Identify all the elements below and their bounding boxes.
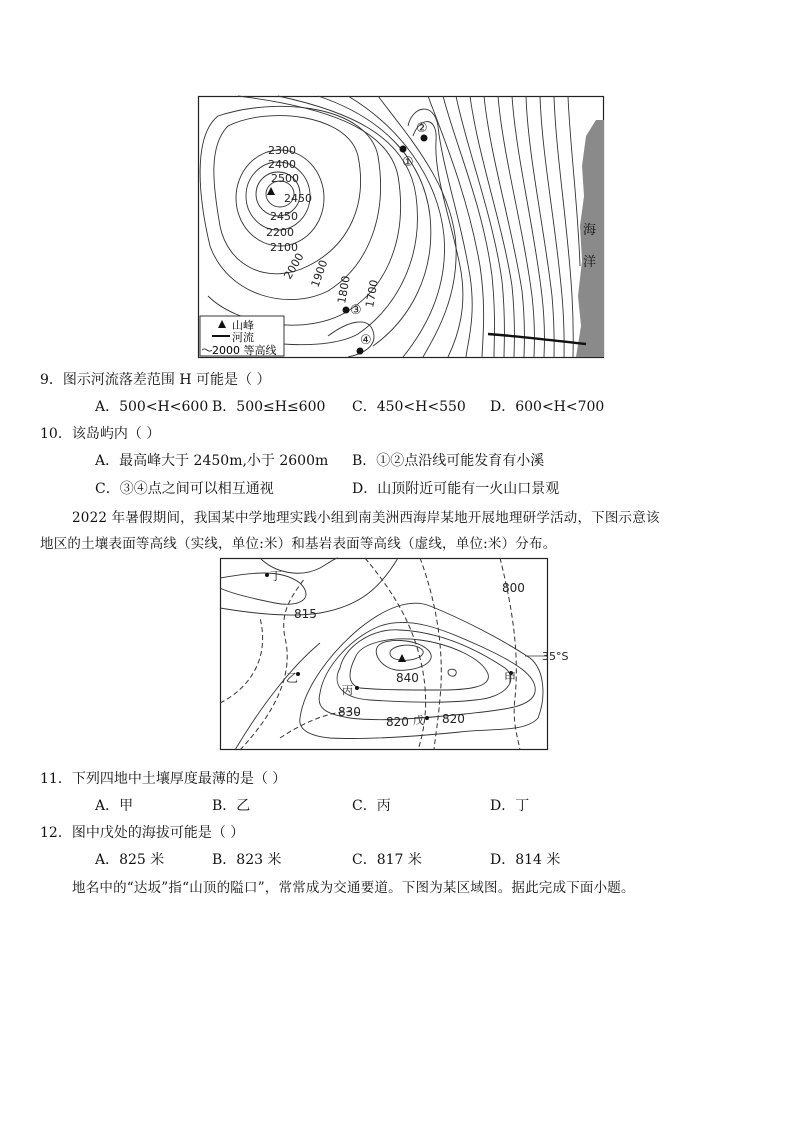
question-10-option-b[interactable]: B．①②点沿线可能发育有小溪 [352, 453, 545, 469]
ocean-label-2: 洋 [583, 255, 597, 270]
ocean-label-1: 海 [583, 223, 597, 238]
question-10-option-a[interactable]: A．最高峰大于 2450m,小于 2600m [95, 453, 329, 469]
contour-label-1700: 1700 [363, 278, 381, 309]
soil-bedrock-contour-map [220, 558, 569, 750]
label-815: 815 [294, 607, 317, 621]
label-820-left: 820 [386, 715, 409, 729]
intro-paragraph-line-2: 地区的土壤表面等高线（实线，单位:米）和基岩表面等高线（虚线，单位:米）分布。 [40, 536, 557, 552]
contour-label-2450: 2450 [284, 192, 312, 205]
question-9-option-b[interactable]: B．500≤H≤600 [212, 399, 326, 415]
question-11-option-a[interactable]: A．甲 [95, 798, 134, 814]
contour-label-2500: 2500 [271, 172, 299, 185]
contour-label-2000: 2000 [281, 250, 307, 282]
question-12-option-b[interactable]: B．823 米 [212, 852, 282, 868]
point-bing-dot [355, 686, 359, 690]
question-12-option-c[interactable]: C．817 米 [352, 852, 422, 868]
question-9-option-d[interactable]: D．600<H<700 [490, 399, 605, 415]
point-wu-dot [425, 716, 429, 720]
island-contour-map [198, 96, 604, 358]
point-4-label: ④ [360, 333, 372, 348]
question-12-option-d[interactable]: D．814 米 [490, 852, 561, 868]
point-1-dot [400, 146, 407, 153]
question-10-option-d[interactable]: D．山顶附近可能有一火山口景观 [352, 481, 560, 497]
label-yi: 乙 [286, 671, 299, 685]
point-3-label: ③ [350, 303, 362, 318]
point-2-label: ② [416, 121, 428, 136]
point-ding-dot [265, 573, 269, 577]
contour-label-1800: 1800 [335, 274, 353, 305]
question-9-option-a[interactable]: A．500<H<600 [95, 399, 209, 415]
legend-peak-label: 山峰 [232, 319, 254, 332]
label-800: 800 [502, 581, 525, 595]
legend-contour-label: 2000 等高线 [212, 344, 277, 357]
question-11-option-c[interactable]: C．丙 [352, 798, 391, 814]
question-11-stem: 11．下列四地中土壤厚度最薄的是（ ） [40, 771, 287, 787]
contour-label-2400: 2400 [268, 158, 296, 171]
question-9-option-c[interactable]: C．450<H<550 [352, 399, 466, 415]
label-wu: 戊 [413, 714, 424, 727]
contour-label-2300: 2300 [268, 144, 296, 157]
question-11-option-b[interactable]: B．乙 [212, 798, 251, 814]
label-830: 830 [338, 705, 361, 719]
question-12-option-a[interactable]: A．825 米 [95, 852, 165, 868]
contour-label-1900: 1900 [308, 258, 331, 290]
label-820-right: 820 [442, 712, 465, 726]
intro-paragraph-line-1: 2022 年暑假期间，我国某中学地理实践小组到南美洲西海岸某地开展地理研学活动，下图示意该 [72, 510, 660, 526]
point-4-dot [357, 348, 364, 355]
contour-label-2450-outer: 2450 [270, 210, 298, 223]
label-jia: 甲 [504, 671, 517, 685]
point-3-dot [343, 307, 350, 314]
contour-label-2200: 2200 [266, 226, 294, 239]
question-10-stem: 10．该岛屿内（ ） [40, 426, 161, 442]
label-bing: 丙 [342, 684, 353, 697]
point-1-label: ① [402, 155, 414, 170]
question-12-stem: 12．图中戊处的海拔可能是（ ） [40, 825, 245, 841]
label-35s: 35°S [542, 650, 569, 663]
label-ding: 丁 [270, 569, 283, 583]
question-11-option-d[interactable]: D．丁 [490, 798, 530, 814]
intro-dabanh-paragraph: 地名中的“达坂”指“山顶的隘口”，常常成为交通要道。下图为某区域图。据此完成下面小题。 [72, 880, 635, 896]
question-9-stem: 9．图示河流落差范围 H 可能是（ ） [40, 372, 271, 388]
legend-river-label: 河流 [232, 331, 254, 344]
contour-label-2100: 2100 [270, 241, 298, 254]
question-10-option-c[interactable]: C．③④点之间可以相互通视 [95, 481, 274, 497]
map-legend [200, 316, 284, 357]
label-840: 840 [396, 671, 419, 685]
